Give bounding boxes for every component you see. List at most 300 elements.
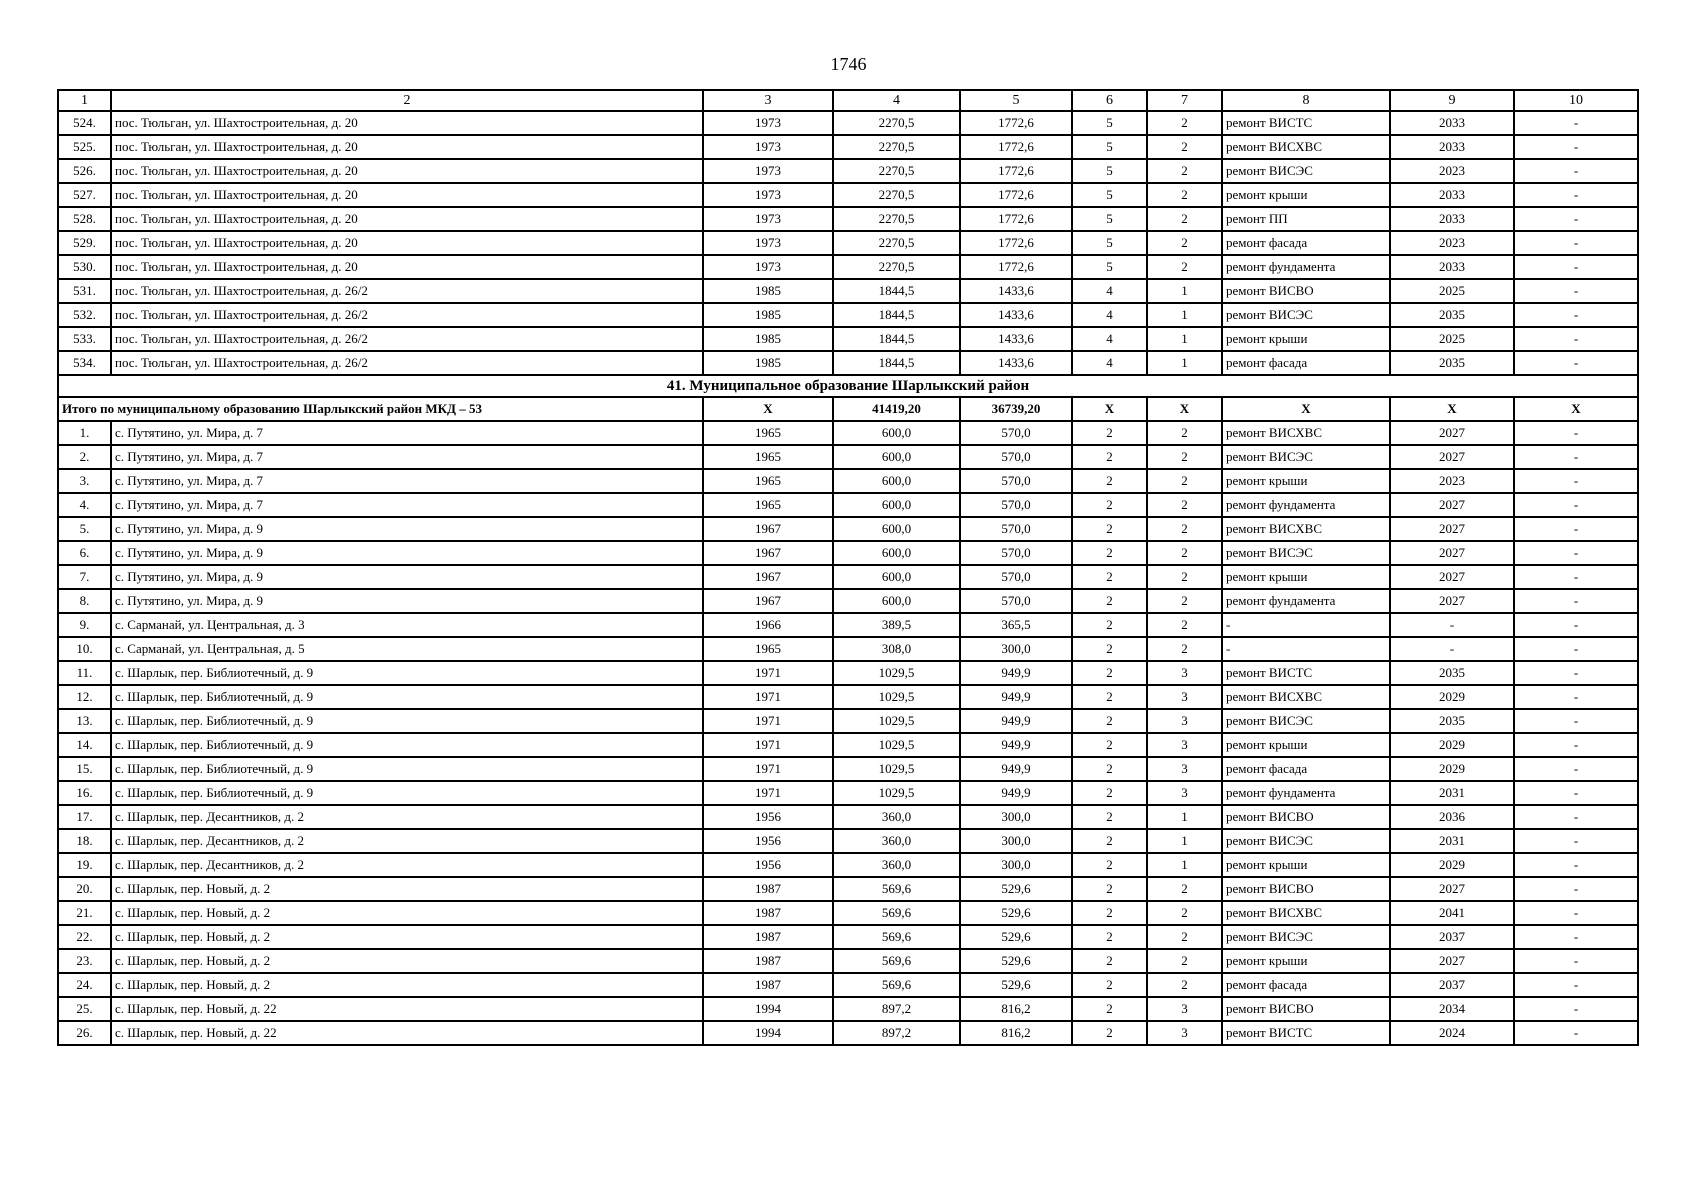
entrances-cell: 3 [1147, 757, 1222, 781]
work-type-cell: ремонт крыши [1222, 183, 1390, 207]
living-area-cell: 1772,6 [960, 111, 1072, 135]
year-cell: 1971 [703, 685, 833, 709]
year-cell: 1987 [703, 877, 833, 901]
total-area-cell: 1029,5 [833, 709, 960, 733]
address-cell: с. Шарлык, пер. Десантников, д. 2 [111, 829, 703, 853]
total-area-cell: 1029,5 [833, 781, 960, 805]
entrances-cell: 2 [1147, 973, 1222, 997]
work-type-cell: ремонт ВИСЭС [1222, 829, 1390, 853]
living-area-cell: 949,9 [960, 709, 1072, 733]
total-area-cell: 600,0 [833, 445, 960, 469]
address-cell: с. Путятино, ул. Мира, д. 7 [111, 493, 703, 517]
living-area-cell: 570,0 [960, 493, 1072, 517]
plan-year-cell: 2029 [1390, 685, 1514, 709]
total-area-cell: 897,2 [833, 1021, 960, 1045]
floors-cell: 2 [1072, 925, 1147, 949]
column-number: 2 [111, 90, 703, 111]
floors-cell: 2 [1072, 805, 1147, 829]
plan-year-cell: 2027 [1390, 541, 1514, 565]
column-number: 1 [58, 90, 111, 111]
row-number-cell: 18. [58, 829, 111, 853]
note-cell: - [1514, 541, 1638, 565]
address-cell: пос. Тюльган, ул. Шахтостроительная, д. 20 [111, 135, 703, 159]
row-number-cell: 17. [58, 805, 111, 829]
living-area-cell: 300,0 [960, 637, 1072, 661]
work-type-cell: - [1222, 637, 1390, 661]
total-area-cell: 600,0 [833, 565, 960, 589]
address-cell: с. Шарлык, пер. Новый, д. 2 [111, 949, 703, 973]
table-row [58, 997, 1638, 1021]
year-cell: 1956 [703, 829, 833, 853]
living-area-cell: 570,0 [960, 589, 1072, 613]
living-area-cell: 365,5 [960, 613, 1072, 637]
row-number-cell: 23. [58, 949, 111, 973]
work-type-cell: ремонт крыши [1222, 469, 1390, 493]
note-cell: - [1514, 829, 1638, 853]
floors-cell: 2 [1072, 877, 1147, 901]
floors-cell: 2 [1072, 757, 1147, 781]
total-value-cell: X [1390, 397, 1514, 421]
total-area-cell: 600,0 [833, 517, 960, 541]
living-area-cell: 949,9 [960, 781, 1072, 805]
address-cell: пос. Тюльган, ул. Шахтостроительная, д. 26/2 [111, 279, 703, 303]
total-area-cell: 569,6 [833, 973, 960, 997]
work-type-cell: ремонт ВИСЭС [1222, 159, 1390, 183]
row-number-cell: 529. [58, 231, 111, 255]
floors-cell: 5 [1072, 135, 1147, 159]
entrances-cell: 3 [1147, 781, 1222, 805]
address-cell: пос. Тюльган, ул. Шахтостроительная, д. 26/2 [111, 327, 703, 351]
plan-year-cell: 2035 [1390, 661, 1514, 685]
total-area-cell: 600,0 [833, 469, 960, 493]
row-number-cell: 533. [58, 327, 111, 351]
floors-cell: 5 [1072, 111, 1147, 135]
row-number-cell: 528. [58, 207, 111, 231]
plan-year-cell: 2031 [1390, 829, 1514, 853]
table-body [58, 90, 1638, 1045]
year-cell: 1987 [703, 925, 833, 949]
note-cell: - [1514, 517, 1638, 541]
address-cell: с. Путятино, ул. Мира, д. 9 [111, 541, 703, 565]
floors-cell: 2 [1072, 685, 1147, 709]
table-row [58, 135, 1638, 159]
total-area-cell: 600,0 [833, 421, 960, 445]
work-type-cell: ремонт крыши [1222, 949, 1390, 973]
floors-cell: 4 [1072, 279, 1147, 303]
floors-cell: 2 [1072, 1021, 1147, 1045]
table-row [58, 781, 1638, 805]
entrances-cell: 1 [1147, 853, 1222, 877]
total-area-cell: 2270,5 [833, 207, 960, 231]
total-row [58, 397, 1638, 421]
year-cell: 1973 [703, 183, 833, 207]
work-type-cell: ремонт ВИСХВС [1222, 135, 1390, 159]
floors-cell: 2 [1072, 445, 1147, 469]
address-cell: с. Шарлык, пер. Новый, д. 2 [111, 877, 703, 901]
address-cell: пос. Тюльган, ул. Шахтостроительная, д. 20 [111, 231, 703, 255]
address-cell: с. Сарманай, ул. Центральная, д. 5 [111, 637, 703, 661]
living-area-cell: 1433,6 [960, 327, 1072, 351]
note-cell: - [1514, 973, 1638, 997]
table-row [58, 973, 1638, 997]
floors-cell: 2 [1072, 469, 1147, 493]
work-type-cell: ремонт фасада [1222, 231, 1390, 255]
work-type-cell: ремонт ВИСТС [1222, 111, 1390, 135]
table-row [58, 421, 1638, 445]
floors-cell: 2 [1072, 997, 1147, 1021]
work-type-cell: ремонт ПП [1222, 207, 1390, 231]
row-number-cell: 3. [58, 469, 111, 493]
floors-cell: 2 [1072, 901, 1147, 925]
plan-year-cell: 2025 [1390, 327, 1514, 351]
total-area-cell: 2270,5 [833, 111, 960, 135]
year-cell: 1987 [703, 949, 833, 973]
plan-year-cell: 2023 [1390, 469, 1514, 493]
note-cell: - [1514, 565, 1638, 589]
plan-year-cell: 2037 [1390, 925, 1514, 949]
note-cell: - [1514, 111, 1638, 135]
address-cell: с. Шарлык, пер. Новый, д. 2 [111, 973, 703, 997]
total-area-cell: 2270,5 [833, 159, 960, 183]
living-area-cell: 1772,6 [960, 255, 1072, 279]
column-number: 9 [1390, 90, 1514, 111]
table-row [58, 517, 1638, 541]
address-cell: пос. Тюльган, ул. Шахтостроительная, д. 20 [111, 207, 703, 231]
year-cell: 1965 [703, 469, 833, 493]
total-area-cell: 1844,5 [833, 351, 960, 375]
note-cell: - [1514, 901, 1638, 925]
row-number-cell: 12. [58, 685, 111, 709]
row-number-cell: 534. [58, 351, 111, 375]
note-cell: - [1514, 159, 1638, 183]
table-row [58, 661, 1638, 685]
work-type-cell: ремонт ВИСВО [1222, 805, 1390, 829]
living-area-cell: 949,9 [960, 685, 1072, 709]
work-type-cell: ремонт ВИСВО [1222, 877, 1390, 901]
table-row [58, 111, 1638, 135]
address-cell: с. Путятино, ул. Мира, д. 7 [111, 469, 703, 493]
work-type-cell: - [1222, 613, 1390, 637]
note-cell: - [1514, 1021, 1638, 1045]
note-cell: - [1514, 135, 1638, 159]
living-area-cell: 1433,6 [960, 303, 1072, 327]
year-cell: 1965 [703, 637, 833, 661]
total-area-cell: 2270,5 [833, 183, 960, 207]
total-value-cell: X [703, 397, 833, 421]
table-row [58, 949, 1638, 973]
plan-year-cell: 2033 [1390, 111, 1514, 135]
living-area-cell: 570,0 [960, 445, 1072, 469]
note-cell: - [1514, 685, 1638, 709]
note-cell: - [1514, 853, 1638, 877]
work-type-cell: ремонт крыши [1222, 565, 1390, 589]
row-number-cell: 524. [58, 111, 111, 135]
note-cell: - [1514, 493, 1638, 517]
note-cell: - [1514, 733, 1638, 757]
entrances-cell: 2 [1147, 925, 1222, 949]
work-type-cell: ремонт ВИСВО [1222, 997, 1390, 1021]
year-cell: 1956 [703, 805, 833, 829]
floors-cell: 2 [1072, 637, 1147, 661]
column-number: 5 [960, 90, 1072, 111]
work-type-cell: ремонт фундамента [1222, 493, 1390, 517]
row-number-cell: 5. [58, 517, 111, 541]
entrances-cell: 1 [1147, 829, 1222, 853]
work-type-cell: ремонт ВИСХВС [1222, 421, 1390, 445]
living-area-cell: 529,6 [960, 973, 1072, 997]
row-number-cell: 13. [58, 709, 111, 733]
work-type-cell: ремонт ВИСЭС [1222, 925, 1390, 949]
total-value-cell: X [1514, 397, 1638, 421]
year-cell: 1965 [703, 421, 833, 445]
plan-year-cell: 2037 [1390, 973, 1514, 997]
living-area-cell: 529,6 [960, 949, 1072, 973]
plan-year-cell: 2027 [1390, 445, 1514, 469]
work-type-cell: ремонт фундамента [1222, 781, 1390, 805]
entrances-cell: 2 [1147, 255, 1222, 279]
living-area-cell: 816,2 [960, 1021, 1072, 1045]
total-area-cell: 360,0 [833, 853, 960, 877]
year-cell: 1985 [703, 279, 833, 303]
living-area-cell: 529,6 [960, 877, 1072, 901]
year-cell: 1967 [703, 541, 833, 565]
note-cell: - [1514, 231, 1638, 255]
plan-year-cell: - [1390, 613, 1514, 637]
address-cell: с. Сарманай, ул. Центральная, д. 3 [111, 613, 703, 637]
work-type-cell: ремонт фасада [1222, 351, 1390, 375]
total-value-cell: X [1147, 397, 1222, 421]
floors-cell: 2 [1072, 829, 1147, 853]
address-cell: пос. Тюльган, ул. Шахтостроительная, д. 20 [111, 255, 703, 279]
table-row [58, 279, 1638, 303]
total-value-cell: 36739,20 [960, 397, 1072, 421]
entrances-cell: 2 [1147, 637, 1222, 661]
section-title: 41. Муниципальное образование Шарлыкский район [58, 375, 1638, 397]
row-number-cell: 2. [58, 445, 111, 469]
entrances-cell: 1 [1147, 351, 1222, 375]
address-cell: с. Путятино, ул. Мира, д. 9 [111, 565, 703, 589]
year-cell: 1973 [703, 231, 833, 255]
work-type-cell: ремонт ВИСЭС [1222, 709, 1390, 733]
note-cell: - [1514, 781, 1638, 805]
floors-cell: 5 [1072, 183, 1147, 207]
total-area-cell: 2270,5 [833, 135, 960, 159]
living-area-cell: 1433,6 [960, 351, 1072, 375]
note-cell: - [1514, 255, 1638, 279]
table-row [58, 565, 1638, 589]
page-number: 1746 [830, 54, 867, 74]
plan-year-cell: 2034 [1390, 997, 1514, 1021]
address-cell: с. Шарлык, пер. Библиотечный, д. 9 [111, 709, 703, 733]
table-row [58, 853, 1638, 877]
living-area-cell: 300,0 [960, 829, 1072, 853]
year-cell: 1966 [703, 613, 833, 637]
work-type-cell: ремонт ВИСЭС [1222, 303, 1390, 327]
table-row [58, 709, 1638, 733]
row-number-cell: 6. [58, 541, 111, 565]
living-area-cell: 1772,6 [960, 231, 1072, 255]
work-type-cell: ремонт ВИСТС [1222, 1021, 1390, 1045]
living-area-cell: 300,0 [960, 805, 1072, 829]
floors-cell: 4 [1072, 303, 1147, 327]
plan-year-cell: 2033 [1390, 255, 1514, 279]
floors-cell: 2 [1072, 733, 1147, 757]
floors-cell: 2 [1072, 949, 1147, 973]
work-type-cell: ремонт фасада [1222, 973, 1390, 997]
plan-year-cell: 2041 [1390, 901, 1514, 925]
column-number: 6 [1072, 90, 1147, 111]
entrances-cell: 2 [1147, 493, 1222, 517]
row-number-cell: 26. [58, 1021, 111, 1045]
total-area-cell: 1844,5 [833, 327, 960, 351]
row-number-cell: 10. [58, 637, 111, 661]
floors-cell: 2 [1072, 853, 1147, 877]
table-row [58, 183, 1638, 207]
entrances-cell: 2 [1147, 469, 1222, 493]
floors-cell: 5 [1072, 159, 1147, 183]
row-number-cell: 4. [58, 493, 111, 517]
entrances-cell: 2 [1147, 183, 1222, 207]
address-cell: с. Шарлык, пер. Библиотечный, д. 9 [111, 661, 703, 685]
floors-cell: 2 [1072, 565, 1147, 589]
note-cell: - [1514, 709, 1638, 733]
note-cell: - [1514, 207, 1638, 231]
note-cell: - [1514, 877, 1638, 901]
total-area-cell: 360,0 [833, 829, 960, 853]
floors-cell: 4 [1072, 351, 1147, 375]
floors-cell: 2 [1072, 973, 1147, 997]
table-row [58, 829, 1638, 853]
address-cell: пос. Тюльган, ул. Шахтостроительная, д. 20 [111, 183, 703, 207]
living-area-cell: 570,0 [960, 565, 1072, 589]
table-row [58, 207, 1638, 231]
row-number-cell: 14. [58, 733, 111, 757]
work-type-cell: ремонт ВИСВО [1222, 279, 1390, 303]
section-heading-row [58, 375, 1638, 397]
total-area-cell: 569,6 [833, 925, 960, 949]
row-number-cell: 7. [58, 565, 111, 589]
living-area-cell: 1772,6 [960, 135, 1072, 159]
address-cell: с. Путятино, ул. Мира, д. 9 [111, 517, 703, 541]
entrances-cell: 2 [1147, 517, 1222, 541]
plan-year-cell: 2033 [1390, 207, 1514, 231]
year-cell: 1971 [703, 733, 833, 757]
living-area-cell: 570,0 [960, 469, 1072, 493]
address-cell: с. Путятино, ул. Мира, д. 7 [111, 445, 703, 469]
address-cell: с. Шарлык, пер. Новый, д. 2 [111, 925, 703, 949]
floors-cell: 5 [1072, 255, 1147, 279]
work-type-cell: ремонт ВИСЭС [1222, 541, 1390, 565]
living-area-cell: 570,0 [960, 421, 1072, 445]
entrances-cell: 3 [1147, 661, 1222, 685]
address-cell: с. Шарлык, пер. Библиотечный, д. 9 [111, 757, 703, 781]
total-area-cell: 600,0 [833, 589, 960, 613]
note-cell: - [1514, 327, 1638, 351]
floors-cell: 4 [1072, 327, 1147, 351]
note-cell: - [1514, 925, 1638, 949]
plan-year-cell: 2024 [1390, 1021, 1514, 1045]
row-number-cell: 11. [58, 661, 111, 685]
table-row [58, 685, 1638, 709]
entrances-cell: 3 [1147, 997, 1222, 1021]
entrances-cell: 2 [1147, 613, 1222, 637]
floors-cell: 2 [1072, 493, 1147, 517]
work-type-cell: ремонт ВИСХВС [1222, 517, 1390, 541]
note-cell: - [1514, 805, 1638, 829]
plan-year-cell: 2036 [1390, 805, 1514, 829]
table-row [58, 255, 1638, 279]
row-number-cell: 525. [58, 135, 111, 159]
address-cell: пос. Тюльган, ул. Шахтостроительная, д. 26/2 [111, 303, 703, 327]
work-type-cell: ремонт ВИСХВС [1222, 901, 1390, 925]
floors-cell: 2 [1072, 421, 1147, 445]
address-cell: с. Шарлык, пер. Новый, д. 2 [111, 901, 703, 925]
column-number-row [58, 90, 1638, 111]
plan-year-cell: 2029 [1390, 853, 1514, 877]
living-area-cell: 529,6 [960, 901, 1072, 925]
address-cell: с. Шарлык, пер. Новый, д. 22 [111, 1021, 703, 1045]
table-row [58, 877, 1638, 901]
table-row [58, 303, 1638, 327]
address-cell: с. Шарлык, пер. Десантников, д. 2 [111, 805, 703, 829]
entrances-cell: 2 [1147, 589, 1222, 613]
table-row [58, 805, 1638, 829]
year-cell: 1971 [703, 757, 833, 781]
plan-year-cell: 2029 [1390, 733, 1514, 757]
row-number-cell: 8. [58, 589, 111, 613]
work-type-cell: ремонт фасада [1222, 757, 1390, 781]
address-cell: пос. Тюльган, ул. Шахтостроительная, д. 20 [111, 111, 703, 135]
entrances-cell: 2 [1147, 135, 1222, 159]
year-cell: 1956 [703, 853, 833, 877]
table-row [58, 901, 1638, 925]
total-area-cell: 569,6 [833, 901, 960, 925]
table-row [58, 445, 1638, 469]
plan-year-cell: 2029 [1390, 757, 1514, 781]
total-area-cell: 569,6 [833, 877, 960, 901]
work-type-cell: ремонт ВИСТС [1222, 661, 1390, 685]
floors-cell: 2 [1072, 781, 1147, 805]
address-cell: с. Шарлык, пер. Новый, д. 22 [111, 997, 703, 1021]
plan-year-cell: 2035 [1390, 709, 1514, 733]
year-cell: 1987 [703, 901, 833, 925]
plan-year-cell: 2033 [1390, 135, 1514, 159]
total-value-cell: 41419,20 [833, 397, 960, 421]
total-area-cell: 600,0 [833, 493, 960, 517]
note-cell: - [1514, 183, 1638, 207]
total-area-cell: 897,2 [833, 997, 960, 1021]
note-cell: - [1514, 445, 1638, 469]
row-number-cell: 22. [58, 925, 111, 949]
column-number: 10 [1514, 90, 1638, 111]
note-cell: - [1514, 661, 1638, 685]
total-area-cell: 600,0 [833, 541, 960, 565]
row-number-cell: 25. [58, 997, 111, 1021]
living-area-cell: 949,9 [960, 661, 1072, 685]
floors-cell: 2 [1072, 613, 1147, 637]
table-row [58, 327, 1638, 351]
living-area-cell: 1772,6 [960, 207, 1072, 231]
address-cell: с. Шарлык, пер. Библиотечный, д. 9 [111, 781, 703, 805]
table-row [58, 493, 1638, 517]
column-number: 4 [833, 90, 960, 111]
total-area-cell: 1029,5 [833, 685, 960, 709]
living-area-cell: 570,0 [960, 541, 1072, 565]
total-label: Итого по муниципальному образованию Шарлыкский район МКД – 53 [58, 397, 703, 421]
row-number-cell: 527. [58, 183, 111, 207]
floors-cell: 2 [1072, 541, 1147, 565]
living-area-cell: 300,0 [960, 853, 1072, 877]
